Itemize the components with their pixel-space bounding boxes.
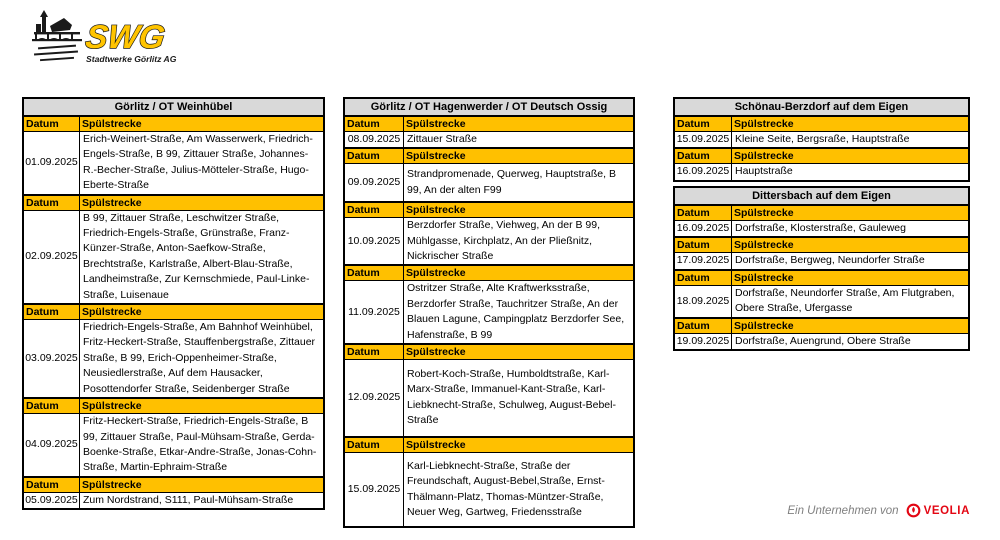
spuelstrecke-header: Spülstrecke — [734, 271, 794, 284]
route-cell: Erich-Weinert-Straße, Am Wasserwerk, Friedrich-Engels-Straße, B 99, Zittauer Straße, Johannes-R.-Becher-Straße, Julius-Mötteler-Straße, Hugo-Eberte-Straße — [83, 133, 313, 192]
datum-header: Datum — [24, 399, 80, 413]
spuelstrecke-header: Spülstrecke — [82, 478, 142, 491]
date-cell: 16.09.2025 — [675, 221, 732, 236]
table-header-row — [345, 201, 633, 218]
table-row — [24, 211, 323, 303]
spuelstrecke-header: Spülstrecke — [82, 196, 142, 209]
table-header-row — [345, 264, 633, 281]
datum-header: Datum — [345, 117, 404, 131]
datum-header: Datum — [345, 438, 404, 452]
route-cell: Dorfstraße, Klosterstraße, Gauleweg — [735, 222, 906, 234]
table-row — [24, 132, 323, 194]
swg-logo — [28, 8, 178, 70]
date-cell: 08.09.2025 — [345, 132, 404, 147]
table-row — [24, 493, 323, 508]
spuelstrecke-header: Spülstrecke — [406, 438, 466, 451]
table-title: Görlitz / OT Hagenwerder / OT Deutsch Ossig — [345, 99, 633, 117]
route-cell: Kleine Seite, Bergsraße, Hauptstraße — [735, 133, 910, 145]
datum-header: Datum — [675, 271, 732, 285]
spuelstrecke-header: Spülstrecke — [734, 150, 794, 163]
footer — [787, 503, 970, 518]
table-header-row — [345, 147, 633, 164]
spuelstrecke-header: Spülstrecke — [734, 319, 794, 332]
date-cell: 11.09.2025 — [345, 281, 404, 343]
route-cell: Fritz-Heckert-Straße, Friedrich-Engels-Straße, B 99, Zittauer Straße, Paul-Mühsam-Straße, Gerda-Boenke-Straße, Etkar-Andre-Straße, Jonas-Cohn-Straße, Martin-Ephraim-Straße — [83, 415, 317, 474]
table-row — [675, 334, 968, 349]
table-header-row — [675, 117, 968, 132]
swg-subtitle: Stadtwerke Görlitz AG — [86, 54, 177, 64]
route-cell: Karl-Liebknecht-Straße, Straße der Freundschaft, August-Bebel,Straße, Ernst-Thälmann-Platz, Thomas-Müntzer-Straße, Neuer Weg, Gartweg, Friedensstraße — [407, 459, 605, 518]
veolia-ring-icon — [906, 503, 921, 518]
datum-header: Datum — [24, 478, 80, 492]
date-cell: 16.09.2025 — [675, 164, 732, 179]
table-header-row — [345, 117, 633, 132]
veolia-wordmark: VEOLIA — [923, 504, 970, 517]
datum-header: Datum — [345, 266, 404, 280]
table-row — [675, 164, 968, 179]
date-cell: 09.09.2025 — [345, 164, 404, 201]
datum-header: Datum — [675, 319, 732, 333]
datum-header: Datum — [345, 345, 404, 359]
spuelstrecke-header: Spülstrecke — [406, 346, 466, 359]
table-row — [345, 453, 633, 527]
datum-header: Datum — [24, 196, 80, 210]
route-cell: Zum Nordstrand, S111, Paul-Mühsam-Straße — [83, 493, 294, 506]
route-cell: Dorfstraße, Auengrund, Obere Straße — [735, 334, 911, 347]
table-row — [345, 281, 633, 343]
route-cell: Ostritzer Straße, Alte Kraftwerksstraße, Berzdorfer Straße, Tauchritzer Straße, An der Blauen Lagune, Campingplatz Berzdorfer See, Hafenstraße, B 99 — [407, 282, 625, 341]
date-cell: 01.09.2025 — [24, 132, 80, 194]
table-header-row — [675, 206, 968, 221]
table-header-row — [675, 269, 968, 286]
table-row — [24, 320, 323, 397]
route-cell: Robert-Koch-Straße, Humboldtstraße, Karl-Marx-Straße, Immanuel-Kant-Straße, Karl-Liebknecht-Straße, Schulweg, August-Bebel-Straße — [407, 368, 616, 427]
date-cell: 03.09.2025 — [24, 320, 80, 397]
spuelstrecke-header: Spülstrecke — [406, 150, 466, 163]
date-cell: 12.09.2025 — [345, 360, 404, 436]
route-cell: Dorfstraße, Neundorfer Straße, Am Flutgraben, Obere Straße, Ufergasse — [735, 286, 955, 315]
table-header-row — [345, 436, 633, 453]
table-header-row — [345, 343, 633, 360]
schedule-table-hagenwerder — [343, 97, 635, 528]
table-title: Görlitz / OT Weinhübel — [24, 99, 323, 117]
route-cell: Friedrich-Engels-Straße, Am Bahnhof Weinhübel, Fritz-Heckert-Straße, Stauffenbergstraße, Zittauer Straße, B 99, Erich-Oppenheimer-Straße, Neusiedlerstraße, Auf dem Hausacker, Posottendorfer Straße, Seidenberger Straße — [83, 321, 316, 395]
table-header-row — [24, 117, 323, 132]
table-row — [345, 218, 633, 264]
spuelstrecke-header: Spülstrecke — [406, 267, 466, 280]
table-row — [675, 253, 968, 268]
table-row — [345, 360, 633, 436]
datum-header: Datum — [675, 149, 732, 163]
datum-header: Datum — [345, 149, 404, 163]
route-cell: Berzdorfer Straße, Viehweg, An der B 99, Mühlgasse, Kirchplatz, An der Pließnitz, Nickrischer Straße — [407, 219, 600, 263]
datum-header: Datum — [24, 305, 80, 319]
spuelstrecke-header: Spülstrecke — [734, 118, 794, 130]
spuelstrecke-header: Spülstrecke — [406, 204, 466, 217]
datum-header: Datum — [345, 203, 404, 217]
table-header-row — [24, 303, 323, 320]
date-cell: 18.09.2025 — [675, 286, 732, 317]
table-row — [675, 221, 968, 236]
route-cell: B 99, Zittauer Straße, Leschwitzer Straße, Friedrich-Engels-Straße, Grünstraße, Franz-Künzer-Straße, Anton-Saefkow-Straße, Brechtstraße, Karlstraße, Albert-Blau-Straße, Landheimstraße, Zur Kernschmiede, Paul-Linke-Straße, Luisenaue — [83, 211, 310, 301]
route-cell: Hauptstraße — [735, 165, 793, 178]
datum-header: Datum — [675, 238, 732, 252]
date-cell: 15.09.2025 — [345, 453, 404, 527]
table-header-row — [24, 397, 323, 414]
table-header-row — [24, 194, 323, 211]
date-cell: 05.09.2025 — [24, 493, 80, 508]
spuelstrecke-header: Spülstrecke — [734, 239, 794, 252]
spuelstrecke-header: Spülstrecke — [734, 207, 794, 219]
route-cell: Dorfstraße, Bergweg, Neundorfer Straße — [735, 254, 925, 267]
datum-header: Datum — [675, 117, 732, 131]
spuelstrecke-header: Spülstrecke — [406, 118, 466, 130]
table-row — [675, 286, 968, 317]
veolia-logo — [906, 503, 970, 518]
footer-text: Ein Unternehmen von — [787, 504, 899, 517]
swg-logo-icon — [28, 8, 178, 70]
table-header-row — [675, 317, 968, 334]
table-row — [345, 164, 633, 201]
table-header-row — [675, 147, 968, 164]
table-row — [345, 132, 633, 147]
date-cell: 02.09.2025 — [24, 211, 80, 303]
table-row — [675, 132, 968, 147]
datum-header: Datum — [675, 206, 732, 220]
date-cell: 15.09.2025 — [675, 132, 732, 147]
route-cell: Strandpromenade, Querweg, Hauptstraße, B 99, An der alten F99 — [407, 168, 616, 196]
schedule-table-weinhuebel — [22, 97, 325, 510]
date-cell: 19.09.2025 — [675, 334, 732, 349]
route-cell: Zittauer Straße — [407, 133, 478, 145]
table-header-row — [675, 236, 968, 253]
spuelstrecke-header: Spülstrecke — [82, 118, 142, 130]
table-row — [24, 414, 323, 476]
table-header-row — [24, 476, 323, 493]
date-cell: 04.09.2025 — [24, 414, 80, 476]
swg-wordmark: SWG — [83, 19, 168, 56]
date-cell: 10.09.2025 — [345, 218, 404, 264]
date-cell: 17.09.2025 — [675, 253, 732, 268]
table-title: Dittersbach auf dem Eigen — [675, 188, 968, 206]
spuelstrecke-header: Spülstrecke — [82, 306, 142, 319]
spuelstrecke-header: Spülstrecke — [82, 400, 142, 413]
datum-header: Datum — [24, 117, 80, 131]
schedule-table-dittersbach — [673, 186, 970, 351]
schedule-table-schoenau-berzdorf — [673, 97, 970, 182]
table-title: Schönau-Berzdorf auf dem Eigen — [675, 99, 968, 117]
